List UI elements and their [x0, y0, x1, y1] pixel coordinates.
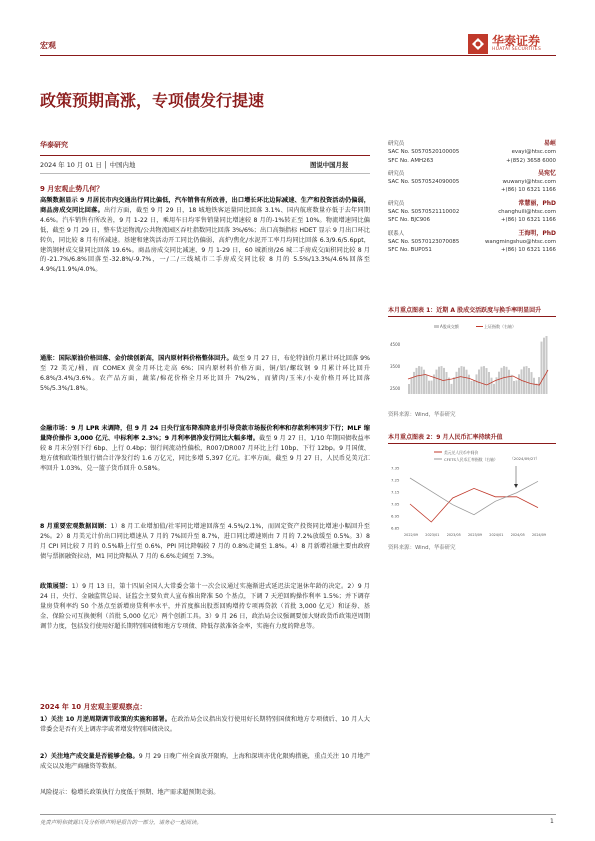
analyst-sfc: SFC No. BJC906	[388, 217, 431, 224]
analyst-phone: +(86) 10 6321 1166	[500, 247, 556, 254]
fig1-bar	[418, 366, 420, 394]
section-label: 宏观	[40, 41, 56, 50]
fig1-bar	[438, 367, 440, 394]
fig1-ytick-1: 3500	[390, 364, 401, 369]
s6-heading: 2024 年 10 月宏观主要观察点：	[40, 703, 147, 711]
fig1-bar	[546, 336, 548, 394]
fig1-chart	[388, 320, 556, 406]
s6-item-2-bold: 2）关注地产成交量是否能够企稳。	[40, 753, 139, 760]
fig1-bar	[486, 368, 488, 394]
fig1-bar	[471, 381, 473, 394]
analyst-sac: SAC No. S0570524090005	[388, 179, 460, 186]
analyst-email[interactable]: wuwanyi@htsc.com	[502, 179, 556, 186]
analyst-sac: SAC No. S0570123070085	[388, 238, 460, 245]
fig1-bar	[511, 375, 513, 394]
fig2-title: 本月重点图表 2：9 月人民币汇率持续升值	[388, 434, 503, 441]
s1-bold: 高频数据显示 9 月居民市内交通出行同比偏低，汽车销售有所改善，出口增长环比边际减速、生产和投资活动仍偏弱，商品房成交同比回落。	[40, 197, 370, 214]
fig1-bar	[541, 342, 543, 394]
fig1-legend-right: 上证指数（右轴）	[484, 324, 516, 329]
report-type: 图说中国月报	[310, 161, 349, 169]
s3-bold: 金融市场：9 月 LPR 未调降，但 9 月 24 日央行宣布降准降息并引导贷款市场报价利率和存款利率同步下行；MLF 缩量降价操作 3,000 亿元、中标利率 2.3%；9 月利率债净发行同比大幅多增。	[40, 425, 370, 442]
fig2-yticks	[391, 466, 400, 531]
s6-item-1	[40, 715, 370, 735]
analyst-email[interactable]: wangmingshuo@htsc.com	[485, 238, 556, 245]
s1-paragraph	[40, 196, 370, 275]
fig1-bar	[543, 338, 545, 394]
fig2-xtick: 2022/09	[404, 533, 419, 537]
analyst-2	[388, 170, 556, 195]
fig2-xtick: 2024/05	[510, 533, 525, 537]
fig1-bar	[426, 375, 428, 394]
date-line: 2024 年 10 月 01 日 │ 中国内地	[40, 161, 136, 169]
fig1-bar	[536, 384, 538, 394]
logo-subtext: HUATAI SECURITIES	[492, 47, 542, 52]
fig2-xtick: 2023/01	[425, 533, 440, 537]
fig1-bar	[448, 378, 450, 394]
fig1-bar	[446, 372, 448, 394]
fig1-bar	[408, 384, 410, 394]
fig1-bar	[483, 366, 485, 394]
fig1-legend-left-swatch	[434, 325, 439, 328]
org-label: 华泰研究	[40, 141, 68, 149]
s5-paragraph	[40, 582, 370, 632]
fig1-bar	[453, 377, 455, 394]
fig1-bar	[461, 366, 463, 394]
fig1-bar	[481, 367, 483, 394]
fig1-title: 本月重点图表 1：近期 A 股成交活跃度与换手率明显回升	[388, 307, 542, 314]
fig2-source: 资料来源：Wind，华泰研究	[388, 545, 456, 551]
fig1-bar	[528, 368, 530, 394]
fig1-bar	[466, 370, 468, 394]
risk-warning: 风险提示：稳增长政策执行力度低于预期、地产需求超预期走弱。	[40, 789, 220, 796]
fig2-xtick: 2024/09	[532, 533, 547, 537]
fig2-annotation: （2024/09/27）	[510, 456, 540, 461]
logo-text: 华泰证券	[492, 34, 541, 48]
footer-disclaimer: 免责声明和披露以及分析师声明是报告的一部分，请务必一起阅读。	[40, 820, 202, 826]
meta-rule-top	[40, 155, 370, 156]
analyst-1	[388, 140, 556, 165]
fig2-xtick: 2023/05	[446, 533, 461, 537]
analyst-email[interactable]: changhuili@htsc.com	[498, 209, 556, 216]
analyst-sfc: SFC No. BUP051	[388, 247, 432, 254]
fig1-bar	[531, 372, 533, 394]
fig1-bar	[518, 374, 520, 394]
fig1-bar	[493, 384, 495, 394]
fig1-bar	[526, 366, 528, 394]
fig2-xtick: 2024/01	[489, 533, 504, 537]
s5-bold: 政策展望：	[40, 583, 72, 590]
s1-heading: 9 月宏观止势几何？	[40, 185, 104, 193]
analyst-email[interactable]: evayi@htsc.com	[511, 149, 556, 156]
fig2-ytick: 7.35	[391, 465, 400, 471]
fig1-bar	[423, 370, 425, 394]
analyst-phone: +(86) 10 6321 1166	[500, 187, 556, 194]
page-title: 政策预期高涨，专项债发行提速	[40, 91, 265, 110]
fig1-legend-left: A股成交额	[440, 324, 459, 329]
fig1-bar	[463, 367, 465, 394]
fig1-bar	[538, 377, 540, 394]
fig1-ytick-2: 2500	[390, 386, 401, 391]
fig1-bar	[476, 374, 478, 394]
fig1-bar	[451, 384, 453, 394]
s5-text: 1）9 月 13 日，第十四届全国人大常委会第十一次会议通过实施渐进式延迟法定退休年龄的决定。2）9 月 24 日，央行、金融监管总局、证监会主要负责人宣布推出降准 50 个基点，下调 7 天逆回购操作利率 1.5%；并下调存量房贷利率约 50 个基点至新增房贷利率水平，并首度推出股票回购增持专项再贷款（首批 3,000 亿元）和证券、基金、保险公司互换便利（首批 5,000 亿元）两个创新工具。3）9 月 26 日，政治局会议强调要加大财政货币政策逆周期调节力度，包括发行使用好超长期特别国债和地方专项债、降低存款准备金率，实施有力度的降息等。	[40, 583, 370, 630]
fig1-bar	[468, 375, 470, 394]
s2-paragraph	[40, 354, 370, 394]
fig1-bar	[458, 368, 460, 394]
fig2-xtick: 2023/09	[468, 533, 483, 537]
s6-item-2	[40, 752, 370, 772]
fig1-bar	[506, 367, 508, 394]
analyst-4	[388, 230, 556, 255]
fig2-ytick: 7.25	[391, 477, 400, 483]
analyst-3	[388, 200, 556, 225]
analyst-role: 研究员	[388, 170, 405, 177]
analyst-name: 吴宛忆	[537, 169, 556, 177]
footer-rule	[40, 814, 556, 815]
fig2-rule	[388, 443, 556, 444]
fig1-bar	[523, 367, 525, 394]
fig2-chart	[388, 446, 556, 542]
analyst-sfc: SFC No. AMH263	[388, 157, 434, 164]
fig1-bar	[503, 366, 505, 394]
analyst-phone: +(852) 3658 6000	[506, 157, 556, 164]
s3-paragraph	[40, 424, 370, 474]
fig1-bar	[501, 368, 503, 394]
analyst-sac: SAC No. S0570520100005	[388, 149, 460, 156]
analyst-phone: +(86) 10 6321 1166	[500, 217, 556, 224]
fig1-bar	[498, 372, 500, 394]
fig1-bar	[533, 378, 535, 394]
s6-item-2-text: 9 月 29 日晚广州全面放开限购，上海和深圳亦优化限购措施，重点关注 10 月地产成交以及地产商融资等数据。	[40, 753, 371, 770]
huatai-logo	[468, 32, 558, 56]
fig1-bar	[431, 381, 433, 394]
s4-paragraph	[40, 522, 370, 562]
s6-item-1-text: 在政治局会议指出发行使用好长期特别国债和地方专项债后、10 月人大常委会是否有关上调赤字或者增发特别国债决议。	[40, 716, 370, 733]
s2-bold: 通胀：国际原油价格回落、金价续创新高，国内原材料价格整体回升。	[40, 355, 233, 362]
fig1-bar	[508, 370, 510, 394]
fig1-bar	[488, 372, 490, 394]
fig1-bar	[411, 378, 413, 395]
analyst-name: 易峘	[543, 140, 556, 147]
fig2-ytick: 7.15	[391, 489, 400, 495]
meta-rule-bottom	[40, 173, 370, 174]
s4-text: 1）8 月工业增加值/社零同比增速回落至 4.5%/2.1%，而固定资产投资同比增速小幅回升至 2%。2）8 月美元计价出口同比增速从 7 月的 7%回升至 8.7%，进口同比增速则由 7 月的 7.2%放缓至 0.5%。3）8 月 CPI 同比较 7 月的 0.5%略上行至 0.6%，PPI 同比降幅较 7 月的 0.8%走阔至 1.8%。4）8 月新增社融主要由政府债与票据融资拉动，M1 同比降幅从 7 月的 6.6%走阔至 7.3%。	[40, 523, 370, 560]
page-number: 1	[550, 818, 554, 825]
analyst-role: 研究员	[388, 141, 405, 147]
fig1-bars	[408, 336, 548, 394]
s3-text: 截至 9 月 27 日，1/10 年期国债收益率较 8 月末分别下行 6bp、上行 0.4bp；银行间流动性偏松，R007/DR007 月环比上行 10bp、下行 12bp。9 月国债、地方债和政策性银行债合计净发行约 1.6 万亿元，同比多增 5,397 亿元。汇率方面，截至 9 月 27 日，人民币兑美元汇率回升 1.03%、兑一篮子货币回升 0.58%。	[40, 434, 371, 472]
analyst-name: 王海明，PhD	[518, 229, 556, 237]
fig1-bar	[416, 368, 418, 394]
fig1-bar	[421, 367, 423, 394]
s1-text: 出行方面，截至 9 月 29 日，18 城地铁客运量同比回落 3.1%、国内航班数量亦低于去年同期 4.6%。汽车销售有所改善，9 月 1-22 日，乘用车日均零售销量同比增速较 8 月的-1%转正至 10%。物流增速同比偏低，截至 9 月 29 日，整车货运物流/公共物流园区吞吐指数同比回落 3%/6%；出口高频指标 HDET 显示 9 月出口环比转负，同比较 8 月有所减速。基建和建筑活动开工同比仍偏弱，高炉/焦化/水泥开工率月均同比回落 6.3/9.6/5.6ppt，建筑钢材成交量同比回落 19.6%。商品房成交同比减速，9 月 1-29 日，60 城新房/26 城二手房成交面积同比较 8 月的-21.7%/6.8%回落至-32.8%/-9.7%，一/二/三线城市二手房成交同比较 8 月的 5.5%/13.3%/4.6%回落至 4.9%/11.9%/4.0%。	[40, 206, 370, 274]
analyst-list	[388, 140, 556, 255]
analyst-role: 联系人	[388, 230, 405, 237]
analyst-name: 常慧丽，PhD	[518, 199, 556, 207]
fig2-cfets-line	[410, 478, 538, 515]
fig1-bar	[521, 369, 523, 394]
fig1-source: 资料来源：Wind，华泰研究	[388, 412, 456, 418]
fig2-legend-1: 美元兑人民币中间价	[444, 450, 479, 455]
logo-mark-icon	[468, 34, 488, 54]
fig1-bar	[443, 368, 445, 394]
fig1-bar	[413, 372, 415, 394]
s2-text: 截至 9 月 27 日，布伦特油价月累计环比回落 9%至 72 美元/桶，而 COMEX 黄金月环比走高 6%；国内原材料价格方面，铜/铝/螺纹钢 9 月累计环比回升 6.8%/3.4%/3.6%。农产品方面，蔬菜/棉花价格全月环比回升 7%/2%，而猪肉/玉米/小麦价格月环比回落 5%/5.3%/1.8%。	[40, 355, 371, 392]
s4-heading: 8 月重要宏观数据回顾：	[40, 523, 111, 530]
fig1-bar	[436, 370, 438, 394]
s6-item-1-bold: 1）关注 10 月逆周期调节政策的实施和部署。	[40, 716, 172, 723]
fig1-ytick-0: 4500	[390, 342, 401, 347]
fig2-usdcny-line	[410, 488, 538, 522]
fig2-arrow-head-icon	[514, 484, 518, 488]
fig1-bar	[428, 381, 430, 394]
fig2-ytick: 6.95	[391, 513, 400, 519]
fig2-xticks	[404, 533, 546, 537]
fig1-bar	[456, 372, 458, 394]
analyst-role: 研究员	[388, 200, 405, 207]
fig2-ytick: 7.05	[391, 501, 400, 507]
fig1-rule	[388, 316, 556, 317]
fig2-legend-2: CFETS人民币汇率指数（右轴）	[444, 457, 498, 462]
analyst-sac: SAC No. S0570521110002	[388, 209, 460, 216]
fig1-bar	[513, 381, 515, 394]
fig2-ytick: 6.85	[391, 525, 400, 531]
fig1-bar	[473, 381, 475, 395]
fig1-bar	[491, 378, 493, 394]
fig1-bar	[516, 380, 518, 394]
